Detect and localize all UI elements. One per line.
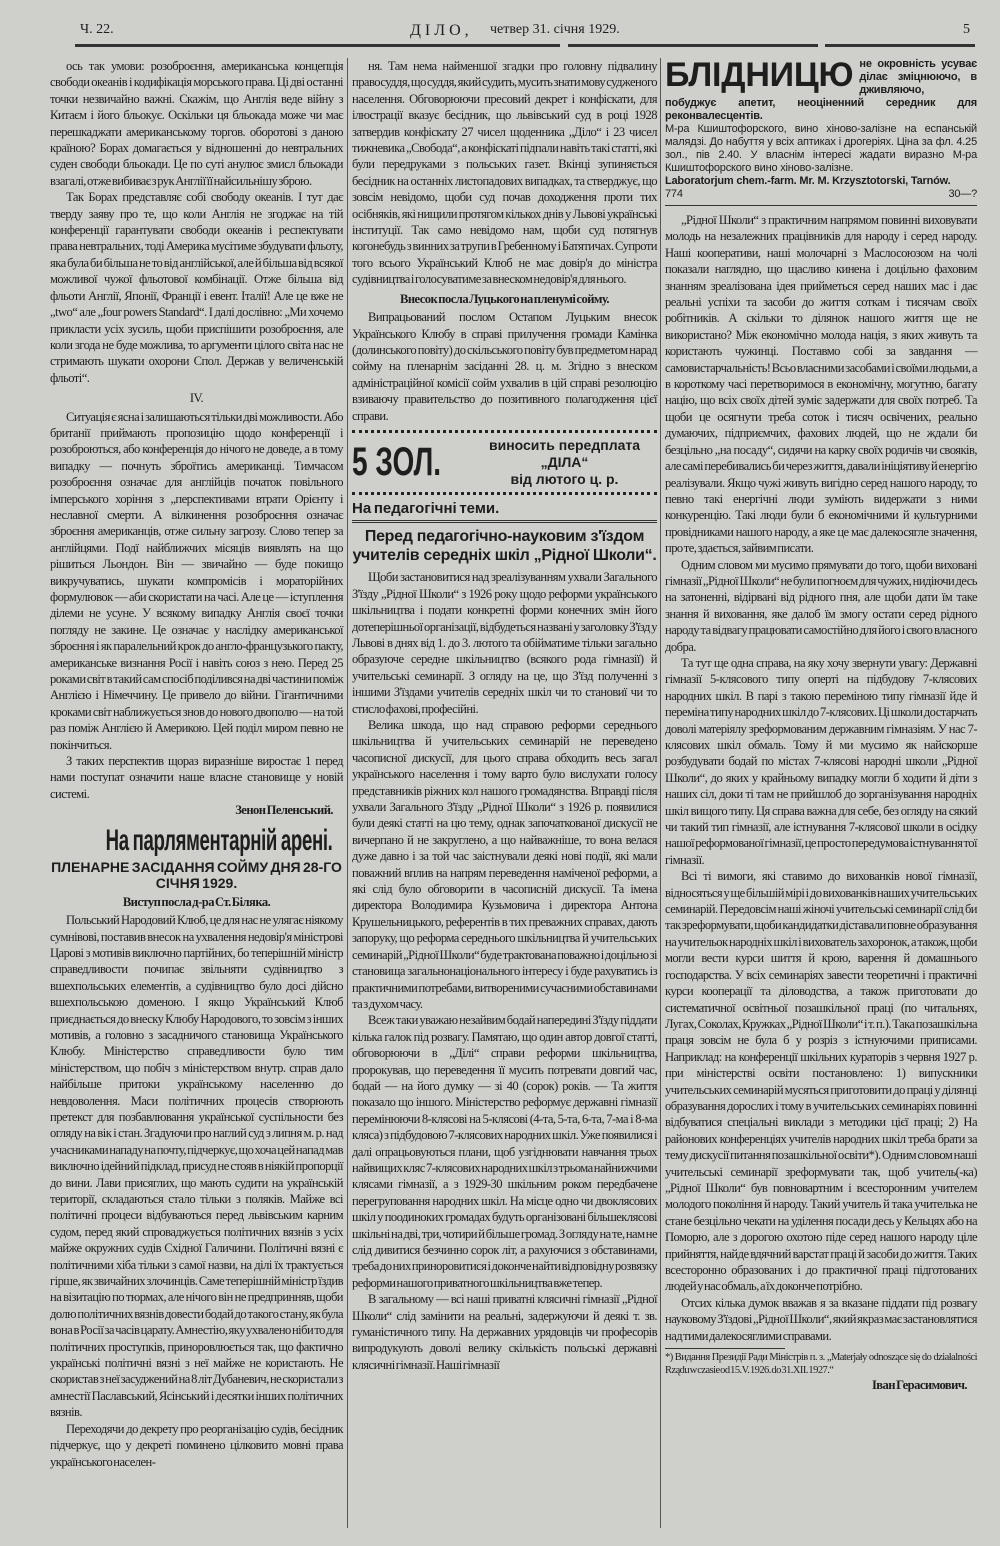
tonic-advertisement	[665, 58, 977, 206]
paragraph: Всеж таки уважаю незайвим бодай напередині З'їзду піддати кілька галок під розвагу. Памятаю, що один автор довгої статті, обговорюючи в „Ділі“ справи реформи шкільництва, пророкував, що переведення її мусить потревати довгий час, бодай — на його думку — зі 40 (сорок) років. — Та життя показало що іншого. Міністерство реформує державні гімназії перемінюючи 8-клясові на 5-клясові (4-та, 5-та, 6-та, 7-ма і 8-ма кляса) з підбудовою 7-клясових народних шкіл. Уже появилися і далі опрацьовуються плани, щоб узгіднювати навчання трьох найвищих кляс 7-клясових народних шкіл з трьома найнижчими клясами гімназії, а з 1929-30 шкільним роком передбачене перегруповання народних шкіл. На місце одно чи двоклясових шкіл у поодиноких громадах будуть організовані більшеклясові шкільні на дві, три, чотири й більше громад. З огляду на те, нам не слід дивитися безчинно сорок літ, а рахуючися з обставинами, треба до них приноровитися і доконче найти відповідну розвязку реформи нашого приватного шкільництва вже тепер.	[352, 1013, 657, 1290]
paragraph: Ситуація є ясна і залишаються тільки дві можливости. Або британії приймають пропозицію щодо конференції і розоброються, або конференція до нічого не доведе, а в тому випадку — почнуть зброїтись американці. Тимчасом розоброєння означає для англійців початок повільного імперського хоріння з „перспективами втрати Орієнту і неславної смерти. А вілкинення розоброєння означає зброєння американців, отже сильну загрозу. Слово тепер за англійцями. Подї найближчих місяців виявлять на що рішиться Льондон. Він — звичайно — буде покищо викручуватись, шукати компромісів і мораторійних формулювок — аби скористати на часі. Але це — іступлення ділеми не усуне. У всякому випадку Англія своєї точки погляду не закине. Це означає у наслідку американської зброєння і як паралельний крок до англо-французького пакту, американське визнання Росії і навіть союз з нею. Перед 25 роками світ в такий сам спосіб поділився на дві частини поміж Англією і Німеччину. Це привело до війни. Гігантичними кроками світ наближується знов до нового двополю — на той раз поміж Англією й Америкою. Цей поділ миром певно не покінчиться.	[50, 409, 343, 752]
paragraph: В загальному — всі наші приватні клясичні гімназії „Рідної Школи“ слід замінити на реальні, задержуючи й деякі т. зв. гуманістичного типу. На державних урядовців чи професорів випродукують доволі велику скількість польські державні клясичні гімназії. Наші гімназії	[352, 1292, 657, 1372]
author-signature: Іван Герасимович.	[871, 1378, 967, 1393]
paragraph: „Рідної Школи“ з практичним напрямом повинні виховувати молодь на незалежних працівників для народу і серед народу. Наші кооперативи, наші молочарні з Маслосоюзом на чолі показали наглядно, що щасливо кинена і доцільно фаховим знанням зреалізована ідея прийметься серед наших мас і дає реальні успіхи та засоби до життя соткам і тисячам своїх робітників. А скільки то ділянок нашого життя ще не використано? Між економічно молода нація, з яких живуть та користають чужинці. Поставмо собі за завдання — самовистарчальність! Всьо власними засобами і своїми людьми, а в короткому часі перетворимося в економічну, могутню, багату націю, що всіх своїх дітей зуміє задержати для своїх потреб. Та щоби це осягнути треба соток і тисяч освічених, реально думаючих, підприємчих, фахових людей, що не ждали би безцільно „на посаду“, сидячи на карку своїх родичів чи свояків, але самі перебивались би через життя, давали ініціятиву й енергію реалізували. Якщо чужі живуть вигідно серед нашого народу, то певно такі енергічні люди зуміють видержати з ними конкуренцію. Такі люди були б економічними й культурними провідниками нашого народу, а яке це має далекосягле значення, про те, здається, зайвим писати.	[665, 213, 977, 556]
paragraph: Польський Народовий Клюб, це для нас не улягає ніякому сумнівові, поставив внесок на ухвалення недовір'я міністрові Царові з мотивів виключно партійних, бо теперішній міністр справедливости почипає звільняти судівництво з вшехпольських елементів, а судівництво було досі дійсно вшехпольською доменою. І якщо Український Клюб приєднається до внеску Клюбу Народового, то зовсім з інших мотивів, а головно з засадничого становища Українського Клюбу. Міністерство справедливости було тим міністерством, що побіч з міністерством внутр. справ дало найбільше притоки українському населенню до невдоволення. Маси політичних процесів створюють претекст для позбавлювання української суспільности без огляду на вік і стан. Згадуючи про наглий суд з липня м. р. над учасниками нападу на почту, підчеркує, що хоча цей напад мав виключно ідейний підклад, присуд не стояв в ніякій пропорції до вини. Лави присяглих, що мають судити на українській території, складаються стало тільки з поляків. Майже всі політичні процеси відбуваються перед львівським карним судом, перед який спроваджується політичних вязнів з усіх майже окружних судів Східної Галичини. Політичні вязні є політичними хіба тільки з самої назви, на ділі їх трактується гірше, як звичайних злочинців. Саме теперішній міністр їздив на візитацію по тюрмах, але нічого він не предпринняв, щоби долю політичних вязнів довести бодай до такого стану, як була вона в Росії за часів царату. Амнестію, яку ухвалено ніби то для політичних проступків, приноровлюється так, що фактично українські політичні вязні з неї майже не користають. Не скористав з неї засуджений на 8 літ Дубаневич, не скористали з амнестії Паславський, Ясінський і десятки інших політичних вязнів.	[50, 913, 343, 1420]
ad-price: 5 ЗОЛ.	[352, 440, 442, 485]
ad-firm: Laboratorjum chem.-farm. Mr. M. Krzysztotorski, Tarnów.	[665, 175, 951, 187]
ad-text: від лютого ц. р.	[510, 470, 619, 487]
paragraph: Щоби застановитися над зреалізуванням ухвали Загального З'їзду „Рідної Школи“ з 1926 року щодо реформи українського шкільництва і подати конкретні форми конечних змін його дотеперішньої організації, відбудеться названі у заголовку З'їзд у Львові в днях від 1. до 3. лютого та обійматиме тільки загально образуюче середне шкільництво (всякого рода гімназії) й учительські семинарії. З огляду на це, що З'їзд полученні з іншими З'їздами учителів середніх шкіл чи то становиї чи то стисло фахові, професійні.	[352, 570, 657, 716]
subscription-ad	[352, 430, 657, 495]
footnote: *) Видання Президії Ради Міністрів п. з. „Materjały odnoszące się do działalności Rządu w czasie od 15.V. 1926. do 31.XII. 1927.“	[665, 1352, 977, 1376]
header-rule	[568, 44, 818, 47]
masthead: ДІЛО,	[410, 22, 473, 39]
paragraph: Одним словом ми мусимо прямувати до того, щоби виховані гімназії „Рідної Школи“ не були погноєм для чужих, нидіючи десь на затоненні, відірвані від рідного пня, але щоби дати їм таке знання й виховання, яке далоб їм змогу остати серед рідного народу та відвагу працювати самостійно для його і свого власного добра.	[665, 557, 977, 654]
paragraph: Так Борах представляє собі свободу океанів. І тут дає тверду заяву про те, що коли Англія не згоджає на тій конференції гарантувати свободи океанів і респектувати права невтральних, тоді Америка мусітиме збудувати фльоту, яка була би більша не то від англійської, але й більша від всякої можливої чужої фльотової комбінації. Отже більша від фльоти Англії, Японії, Франції і евент. Італії! Але це вже не „two“ але „four powers Standard“. І далі дослівно: „Ми хочемо прикласти усіх зусиль, щоби приспішити розоброєння, але коли згода не буде можлива, то аргументи цілого світа нас не стримають шукати охорони Спол. Держав у величенській фльоті“.	[50, 190, 343, 385]
section-heading: На педагогічні теми.	[352, 501, 657, 523]
ad-body: М-ра Кшиштофорского, вино хіново-залізне на еспанській малядзі. До набуття у всіх аптиках і дрогеріях. Ціна за фл. 4.25 зол., пів 2.40. У власнім інтересі жадати виразно М-ра Кшиштофорского вино хіново-залізне.	[665, 123, 977, 174]
ad-code: 30—?	[948, 188, 977, 200]
speech-title: Виступ посла д-ра Ст. Біляка.	[122, 894, 271, 909]
paragraph: ось так умови: розоброєння, американська концепція свободи океанів і кодифікація морського права. Ці дві останні точки незвичайно важні. Скажім, що Англія веде війну з Китаєм і його бльокує. Оскільки ця бльокада може чи має перешкаджати американському торгов. оборотові з даною країною? Борах домагається у відношенні до невтральних суден свободи бльокади. Це по суті анулює змисл бльокади взагалі, отже вибиває з рук Англії її найсильнішу зброю.	[50, 59, 343, 188]
article-headline: Перед педагогічно-науковим з'їздом учителів середніх шкіл „Рідної Школи“.	[352, 528, 657, 565]
issue-number: Ч. 22.	[80, 22, 114, 37]
paragraph: ня. Там нема найменшої згадки про головну підвалину правосуддя, що суддя, який судить, мусить знати мову судженого населення. Обговорюючи пресовий декрет і конфіскати, для ілюстрації вказує бесідник, що львівський суд в році 1928 затвердив конфіскату 27 чисел щоденника „Діло“ і 23 чисел тижневика „Свобода“, а конфіскаті підпали навіть такі статті, які були передруками з польських газет. Вкінці зупиняється бесідник на останніх листопадових випадках, та стверджує, що зовсім невідомо, щоби суд почав доходження проти тих осібняків, які нищили протягом кількох днів у Львові українські інституції. Так само невідомо нам, щоби суд потягнув когонебудь з винних за трупи в Гребенному і Батятичах. Супроти того всього Український Клюб не має довір'я до міністра судівництва і голосуватиме за внеском недовір'я для нього.	[352, 59, 657, 287]
paragraph: Всі ті вимоги, які ставимо до вихованків нової гімназії, відносяться у ще більшій мірі і до вихованків наших учительських семинарій. Передовсім наші жіночі учительські семинарії слід би так зреформувати, щоби кандидатки діставали повне образування на учительок народніх шкіл і вихователь захоронок, а також, щоби могли вести курси шиття й крою, варення й домашнього господарства. У всіх семинаріях завести теоретичні і практичні курси кооперації та діловодства, а також приготовати до систематичної освітньої позашкільної праці (по читальнях, Лугах, Соколах, Кружках „Рідної Школи“ і т. п.). Така позашкільна праця зовсім не була б у розріз з істнуючими приписами. Наприклад: на конференції шкільних кураторів з червня 1927 р. при міністерстві освіти постановлено: 1) випускники учительських семинарій мусяться приготовити до праці у ділянці образування дорослих і тому в учительських семинаріях повинні відбуватися спеціальні виклади з методики цієї праці; 2) На районових конференціях учителів народних шкіл треба брати за тему дискусії питання позашкільної освіти*). Одним словом наші учительські семинарії зреформувати так, щоб учитель(-ка) „Рідної Школи“ був повновартним і всесторонним учителем молодого покоління й народу. Такий учитель й така учителька не стане безцільно чекати на уділення посади десь у Кельцях або на Поморю, але з дорогою охотою піде серед нашого народу ціле прийняття, найде вдячний варстат праці й засоби до життя. Таких всесторонно образованих і до практичної праці підготованих людей у нас обмаль, а їх доконче потрібно.	[665, 869, 977, 1294]
section-title: Внесок посла Луцького на пленумі сойму.	[399, 291, 610, 306]
author-signature: Зенон Пеленський.	[235, 803, 333, 818]
column-2	[352, 58, 657, 1373]
section-numeral: IV.	[189, 391, 204, 406]
ad-text: виносить передплата	[488, 436, 641, 453]
header-date: четвер 31. січня 1929.	[490, 22, 620, 37]
paragraph: Переходячи до декрету про реорганізацію судів, бесідник підчеркує, що у декреті поминено цілковито мовні права українського населен-	[50, 1421, 343, 1469]
footnote-rule	[665, 1348, 785, 1349]
column-1	[50, 58, 343, 1470]
ad-code: 774	[665, 188, 683, 200]
column-3	[665, 58, 977, 1393]
paragraph: З таких перспектив щораз виразніше виростає 1 перед нами поступат означити наше власне становище у новій системі.	[50, 754, 343, 801]
column-divider	[660, 58, 661, 1528]
article-subheadline: ПЛЕНАРНЕ ЗАСІДАННЯ СОЙМУ ДНЯ 28-ГО СІЧНЯ 1929.	[51, 858, 342, 891]
ad-text: „ДІЛА“	[540, 453, 589, 470]
paragraph: Випрацьований послом Остапом Луцьким внесок Українського Клюбу в справі прилучення громади Камінка (долинського повіту) до скільського повіту був предметом нарад сойму на пленарнім засіданні 28. ц. м. Згідно з внеском адміністраційної комісії сойм ухвалив в цій справі резолюцію взиваючу правительство до позитивного полагодження цієї справи.	[352, 310, 657, 423]
article-headline: На парляментарній арені.	[105, 823, 333, 857]
ad-lead: не окровність усуває ділає зміцнюючо, в дживляючо, побуджує апетит, неоціненний середник для реконвалесцентів.	[665, 58, 977, 122]
page-number: 5	[963, 22, 970, 37]
ad-brand: БЛІДНИЦЮ	[665, 56, 854, 94]
paragraph: Та тут ще одна справа, на яку хочу звернути увагу: Державні гімназії 5-клясового типу оперті на підбудову 7-клясових народних шкіл. В парі з такою переміною типу гімназії йде й переміна типу народних шкіл до 7-клясових. Ці школи достарчать доволі матеріялу зреформованим державним гімназіям. У нас 7-клясових шкіл обмаль. Тому й ми мусимо як найскорше розбудувати бодай по містах 7-клясові народні школи „Рідної Школи“, до яких у крайньому випадку могли б ходити й діти з наших сіл, доки ті там не прийшлоб до зорганізування народніх шкіл вищого типу. Ця справа важна для себе, без огляду на сякий чи такий тип гімназії, але істнування 7-клясової школи в осідку нашої реформованої гімназії, це просто передумова істнування тої гімназії.	[665, 655, 977, 867]
header-rule	[825, 44, 975, 47]
header-rule	[75, 44, 560, 47]
column-divider	[347, 58, 348, 1528]
paragraph: Отсих кілька думок вважав я за вказане піддати під розвагу науковому З'їздові „Рідної Школи“, який якраз має застановлятися над тими далекосяглими справами.	[665, 1295, 977, 1343]
paragraph: Велика шкода, що над справою реформи середнього шкільництва й учительських семинарій не переведено часописної дискусії, для цього справа обходить весь загал українського населення і тому варто було вислухати голосу представників ріжних кол нашого громадянства. Вправді після ухвали Загального З'їзду „Рідної Школи“ з 1926 р. появилися були деякі статті на цю тему, однак започаткованої дискусії не вичерпано й не закруглено, а що найважніше, то вона велася дуже давно і за той час заістнували деякі нові події, які мали поважний вплив на напрям переведення наміченої реформи, а які слід було обговорити в часописній дискусії. Та імена директора Володимира Кузьмовича і директора Антона Крушельницького, референтів в тих преважних справах, дають запоруку, що реформа середнього шкільництва й учительських семинарій „Рідної Школи“ буде трактована поважно і доцільно зі становища загальнонаціонального інтересу і буде рахуватись із практичними потребами, витвореними сучасними обставинами та з духом часу.	[352, 718, 657, 1011]
page-header	[80, 22, 970, 42]
